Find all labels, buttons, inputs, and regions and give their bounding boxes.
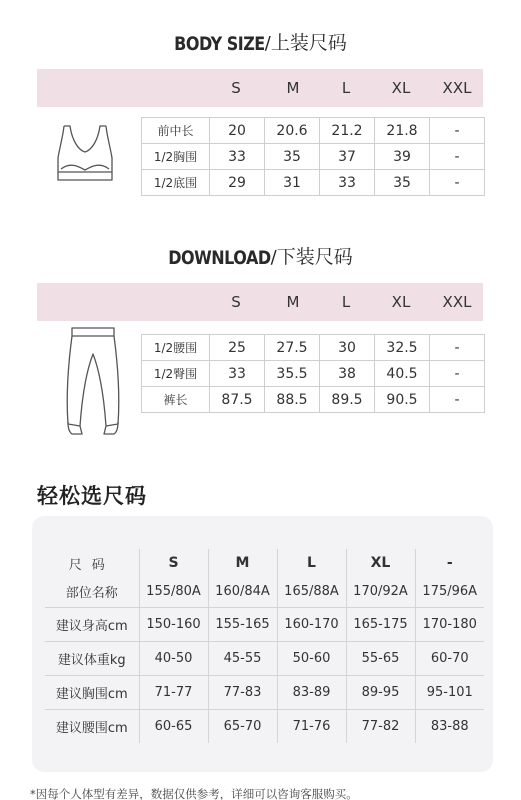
- pants-icon: [60, 326, 126, 438]
- cell: 87.5: [210, 387, 265, 413]
- row-label: 裤长: [142, 387, 210, 413]
- size-l: L: [277, 549, 346, 577]
- cell: 31: [265, 170, 320, 196]
- top-title-en: BODY SIZE: [174, 32, 265, 55]
- cell: 30: [320, 335, 375, 361]
- table-row: [142, 170, 485, 196]
- top-section-title: [0, 28, 521, 55]
- size-label: 尺码: [68, 557, 115, 573]
- table-row: [45, 607, 484, 641]
- size-xl: XL: [346, 549, 415, 577]
- cell: 71-76: [277, 709, 346, 743]
- easy-size-title: 轻松选尺码: [37, 484, 147, 508]
- cell: 21.2: [320, 118, 375, 144]
- footnote: *因每个人体型有差异，数据仅供参考，详细可以咨询客服购买。: [30, 787, 358, 800]
- cell: 65-70: [208, 709, 277, 743]
- cell: 29: [210, 170, 265, 196]
- cell: 33: [210, 144, 265, 170]
- top-size-table: [141, 117, 485, 196]
- size-header-xl: XL: [391, 293, 411, 311]
- cell: 83-88: [415, 709, 484, 743]
- cell: -: [430, 335, 485, 361]
- row-label: 1/2胸围: [142, 144, 210, 170]
- bottom-title-en: DOWNLOAD: [168, 246, 271, 269]
- cell: 21.8: [375, 118, 430, 144]
- cell: 170-180: [415, 607, 484, 641]
- size-s: S: [139, 549, 208, 577]
- table-row: [142, 335, 485, 361]
- table-row: [45, 675, 484, 709]
- cell: 20.6: [265, 118, 320, 144]
- part-label: 部位名称: [65, 586, 118, 602]
- cell: 88.5: [265, 387, 320, 413]
- table-row: [142, 118, 485, 144]
- cell: 35: [375, 170, 430, 196]
- cell: 20: [210, 118, 265, 144]
- table-row: [45, 709, 484, 743]
- cell: 165/88A: [277, 577, 346, 607]
- cell: 89-95: [346, 675, 415, 709]
- sports-bra-icon: [50, 122, 120, 188]
- cell: 39: [375, 144, 430, 170]
- row-label: 建议身高cm: [45, 607, 139, 641]
- row-label: 前中长: [142, 118, 210, 144]
- table-row: [142, 144, 485, 170]
- cell: 83-89: [277, 675, 346, 709]
- size-header-xxl: XXL: [442, 293, 472, 311]
- cell: 40.5: [375, 361, 430, 387]
- cell: 60-65: [139, 709, 208, 743]
- bottom-section-title: [0, 242, 521, 269]
- cell: 38: [320, 361, 375, 387]
- cell: 60-70: [415, 641, 484, 675]
- cell: 71-77: [139, 675, 208, 709]
- table-row: [142, 361, 485, 387]
- size-header-l: L: [341, 79, 351, 97]
- bottom-title-slash: /: [270, 247, 277, 268]
- cell: 35: [265, 144, 320, 170]
- top-size-header: [37, 69, 483, 107]
- cell: 40-50: [139, 641, 208, 675]
- easy-size-table: [45, 549, 484, 743]
- cell: 155/80A: [139, 577, 208, 607]
- cell: 150-160: [139, 607, 208, 641]
- cell: 55-65: [346, 641, 415, 675]
- cell: 35.5: [265, 361, 320, 387]
- cell: 50-60: [277, 641, 346, 675]
- cell: -: [430, 387, 485, 413]
- cell: 27.5: [265, 335, 320, 361]
- cell: 170/92A: [346, 577, 415, 607]
- cell: 160-170: [277, 607, 346, 641]
- table-row: [45, 641, 484, 675]
- table-row: [142, 387, 485, 413]
- top-title-slash: /: [264, 33, 271, 54]
- cell: 33: [210, 361, 265, 387]
- cell: 77-83: [208, 675, 277, 709]
- cell: 89.5: [320, 387, 375, 413]
- cell: -: [430, 170, 485, 196]
- row-label: 建议腰围cm: [45, 709, 139, 743]
- size-header-m: M: [286, 79, 300, 97]
- cell: -: [430, 361, 485, 387]
- row-label: 1/2底围: [142, 170, 210, 196]
- size-header-s: S: [231, 79, 241, 97]
- cell: 77-82: [346, 709, 415, 743]
- row-label: 建议体重kg: [45, 641, 139, 675]
- bottom-size-header: [37, 283, 483, 321]
- size-m: M: [208, 549, 277, 577]
- cell: 45-55: [208, 641, 277, 675]
- cell: 33: [320, 170, 375, 196]
- table-row: [45, 549, 484, 577]
- cell: 165-175: [346, 607, 415, 641]
- cell: 37: [320, 144, 375, 170]
- bottom-size-table: [141, 334, 485, 413]
- size-dash: -: [415, 549, 484, 577]
- cell: 25: [210, 335, 265, 361]
- cell: 155-165: [208, 607, 277, 641]
- cell: -: [430, 118, 485, 144]
- size-header-m: M: [286, 293, 300, 311]
- table-row: [45, 577, 484, 607]
- top-title-cn: 上装尺码: [270, 32, 347, 54]
- bottom-title-cn: 下装尺码: [276, 246, 353, 268]
- row-label: 1/2腰围: [142, 335, 210, 361]
- cell: -: [430, 144, 485, 170]
- cell: 90.5: [375, 387, 430, 413]
- cell: 32.5: [375, 335, 430, 361]
- size-header-xxl: XXL: [442, 79, 472, 97]
- cell: 160/84A: [208, 577, 277, 607]
- size-header-l: L: [341, 293, 351, 311]
- size-header-xl: XL: [391, 79, 411, 97]
- size-header-s: S: [231, 293, 241, 311]
- cell: 95-101: [415, 675, 484, 709]
- row-label: 建议胸围cm: [45, 675, 139, 709]
- row-label: 1/2臀围: [142, 361, 210, 387]
- cell: 175/96A: [415, 577, 484, 607]
